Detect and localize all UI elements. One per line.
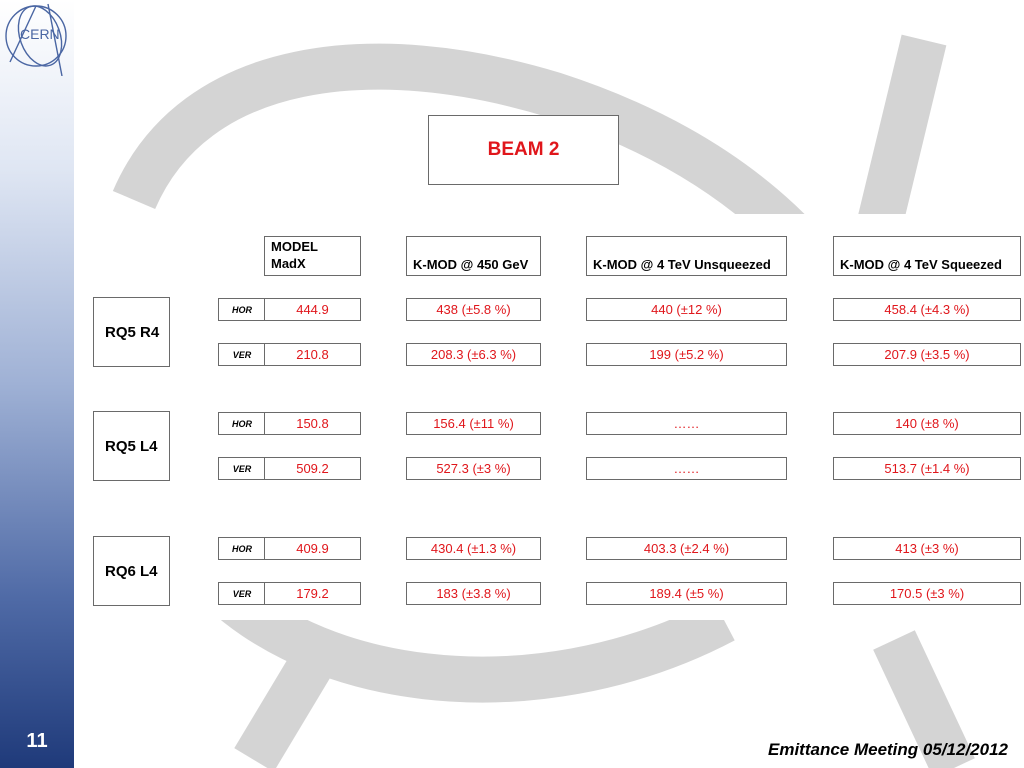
cell-kmod-4tev-sq: 413 (±3 %) bbox=[833, 537, 1021, 560]
cell-kmod-4tev-sq: 207.9 (±3.5 %) bbox=[833, 343, 1021, 366]
cell-kmod-4tev-sq: 458.4 (±4.3 %) bbox=[833, 298, 1021, 321]
cell-kmod-4tev-unsq: 403.3 (±2.4 %) bbox=[586, 537, 787, 560]
sidebar-band bbox=[0, 0, 74, 768]
cell-model: 150.8 bbox=[264, 412, 361, 435]
header-kmod-450gev: K-MOD @ 450 GeV bbox=[406, 236, 541, 276]
header-kmod-4tev-unsqueezed: K-MOD @ 4 TeV Unsqueezed bbox=[586, 236, 787, 276]
cell-kmod-450: 208.3 (±6.3 %) bbox=[406, 343, 541, 366]
slide-footer: Emittance Meeting 05/12/2012 bbox=[767, 740, 1008, 759]
cell-kmod-450: 527.3 (±3 %) bbox=[406, 457, 541, 480]
cell-kmod-450: 430.4 (±1.3 %) bbox=[406, 537, 541, 560]
header-model: MODEL MadX bbox=[264, 236, 361, 276]
header-kmod-4tev-squeezed: K-MOD @ 4 TeV Squeezed bbox=[833, 236, 1021, 276]
plane-tag-ver: VER bbox=[218, 343, 265, 366]
cell-model: 409.9 bbox=[264, 537, 361, 560]
cell-kmod-450: 438 (±5.8 %) bbox=[406, 298, 541, 321]
cell-kmod-4tev-unsq: 440 (±12 %) bbox=[586, 298, 787, 321]
plane-tag-hor: HOR bbox=[218, 537, 265, 560]
cell-kmod-4tev-unsq: …… bbox=[586, 412, 787, 435]
cell-kmod-4tev-unsq: 199 (±5.2 %) bbox=[586, 343, 787, 366]
cell-kmod-450: 183 (±3.8 %) bbox=[406, 582, 541, 605]
cell-kmod-450: 156.4 (±11 %) bbox=[406, 412, 541, 435]
cern-logo-text: CERN bbox=[20, 26, 60, 42]
cell-model: 210.8 bbox=[264, 343, 361, 366]
slide-number: 11 bbox=[26, 730, 48, 752]
plane-tag-ver: VER bbox=[218, 582, 265, 605]
group-label-rq6-l4: RQ6 L4 bbox=[93, 536, 170, 606]
group-label-rq5-r4: RQ5 R4 bbox=[93, 297, 170, 367]
cell-model: 179.2 bbox=[264, 582, 361, 605]
cern-logo bbox=[0, 2, 74, 76]
cell-model: 444.9 bbox=[264, 298, 361, 321]
group-label-rq5-l4: RQ5 L4 bbox=[93, 411, 170, 481]
cell-kmod-4tev-unsq: …… bbox=[586, 457, 787, 480]
cell-kmod-4tev-sq: 513.7 (±1.4 %) bbox=[833, 457, 1021, 480]
cell-kmod-4tev-sq: 170.5 (±3 %) bbox=[833, 582, 1021, 605]
plane-tag-hor: HOR bbox=[218, 412, 265, 435]
cell-kmod-4tev-unsq: 189.4 (±5 %) bbox=[586, 582, 787, 605]
plane-tag-ver: VER bbox=[218, 457, 265, 480]
slide-title: BEAM 2 bbox=[428, 115, 619, 185]
cell-kmod-4tev-sq: 140 (±8 %) bbox=[833, 412, 1021, 435]
plane-tag-hor: HOR bbox=[218, 298, 265, 321]
cell-model: 509.2 bbox=[264, 457, 361, 480]
